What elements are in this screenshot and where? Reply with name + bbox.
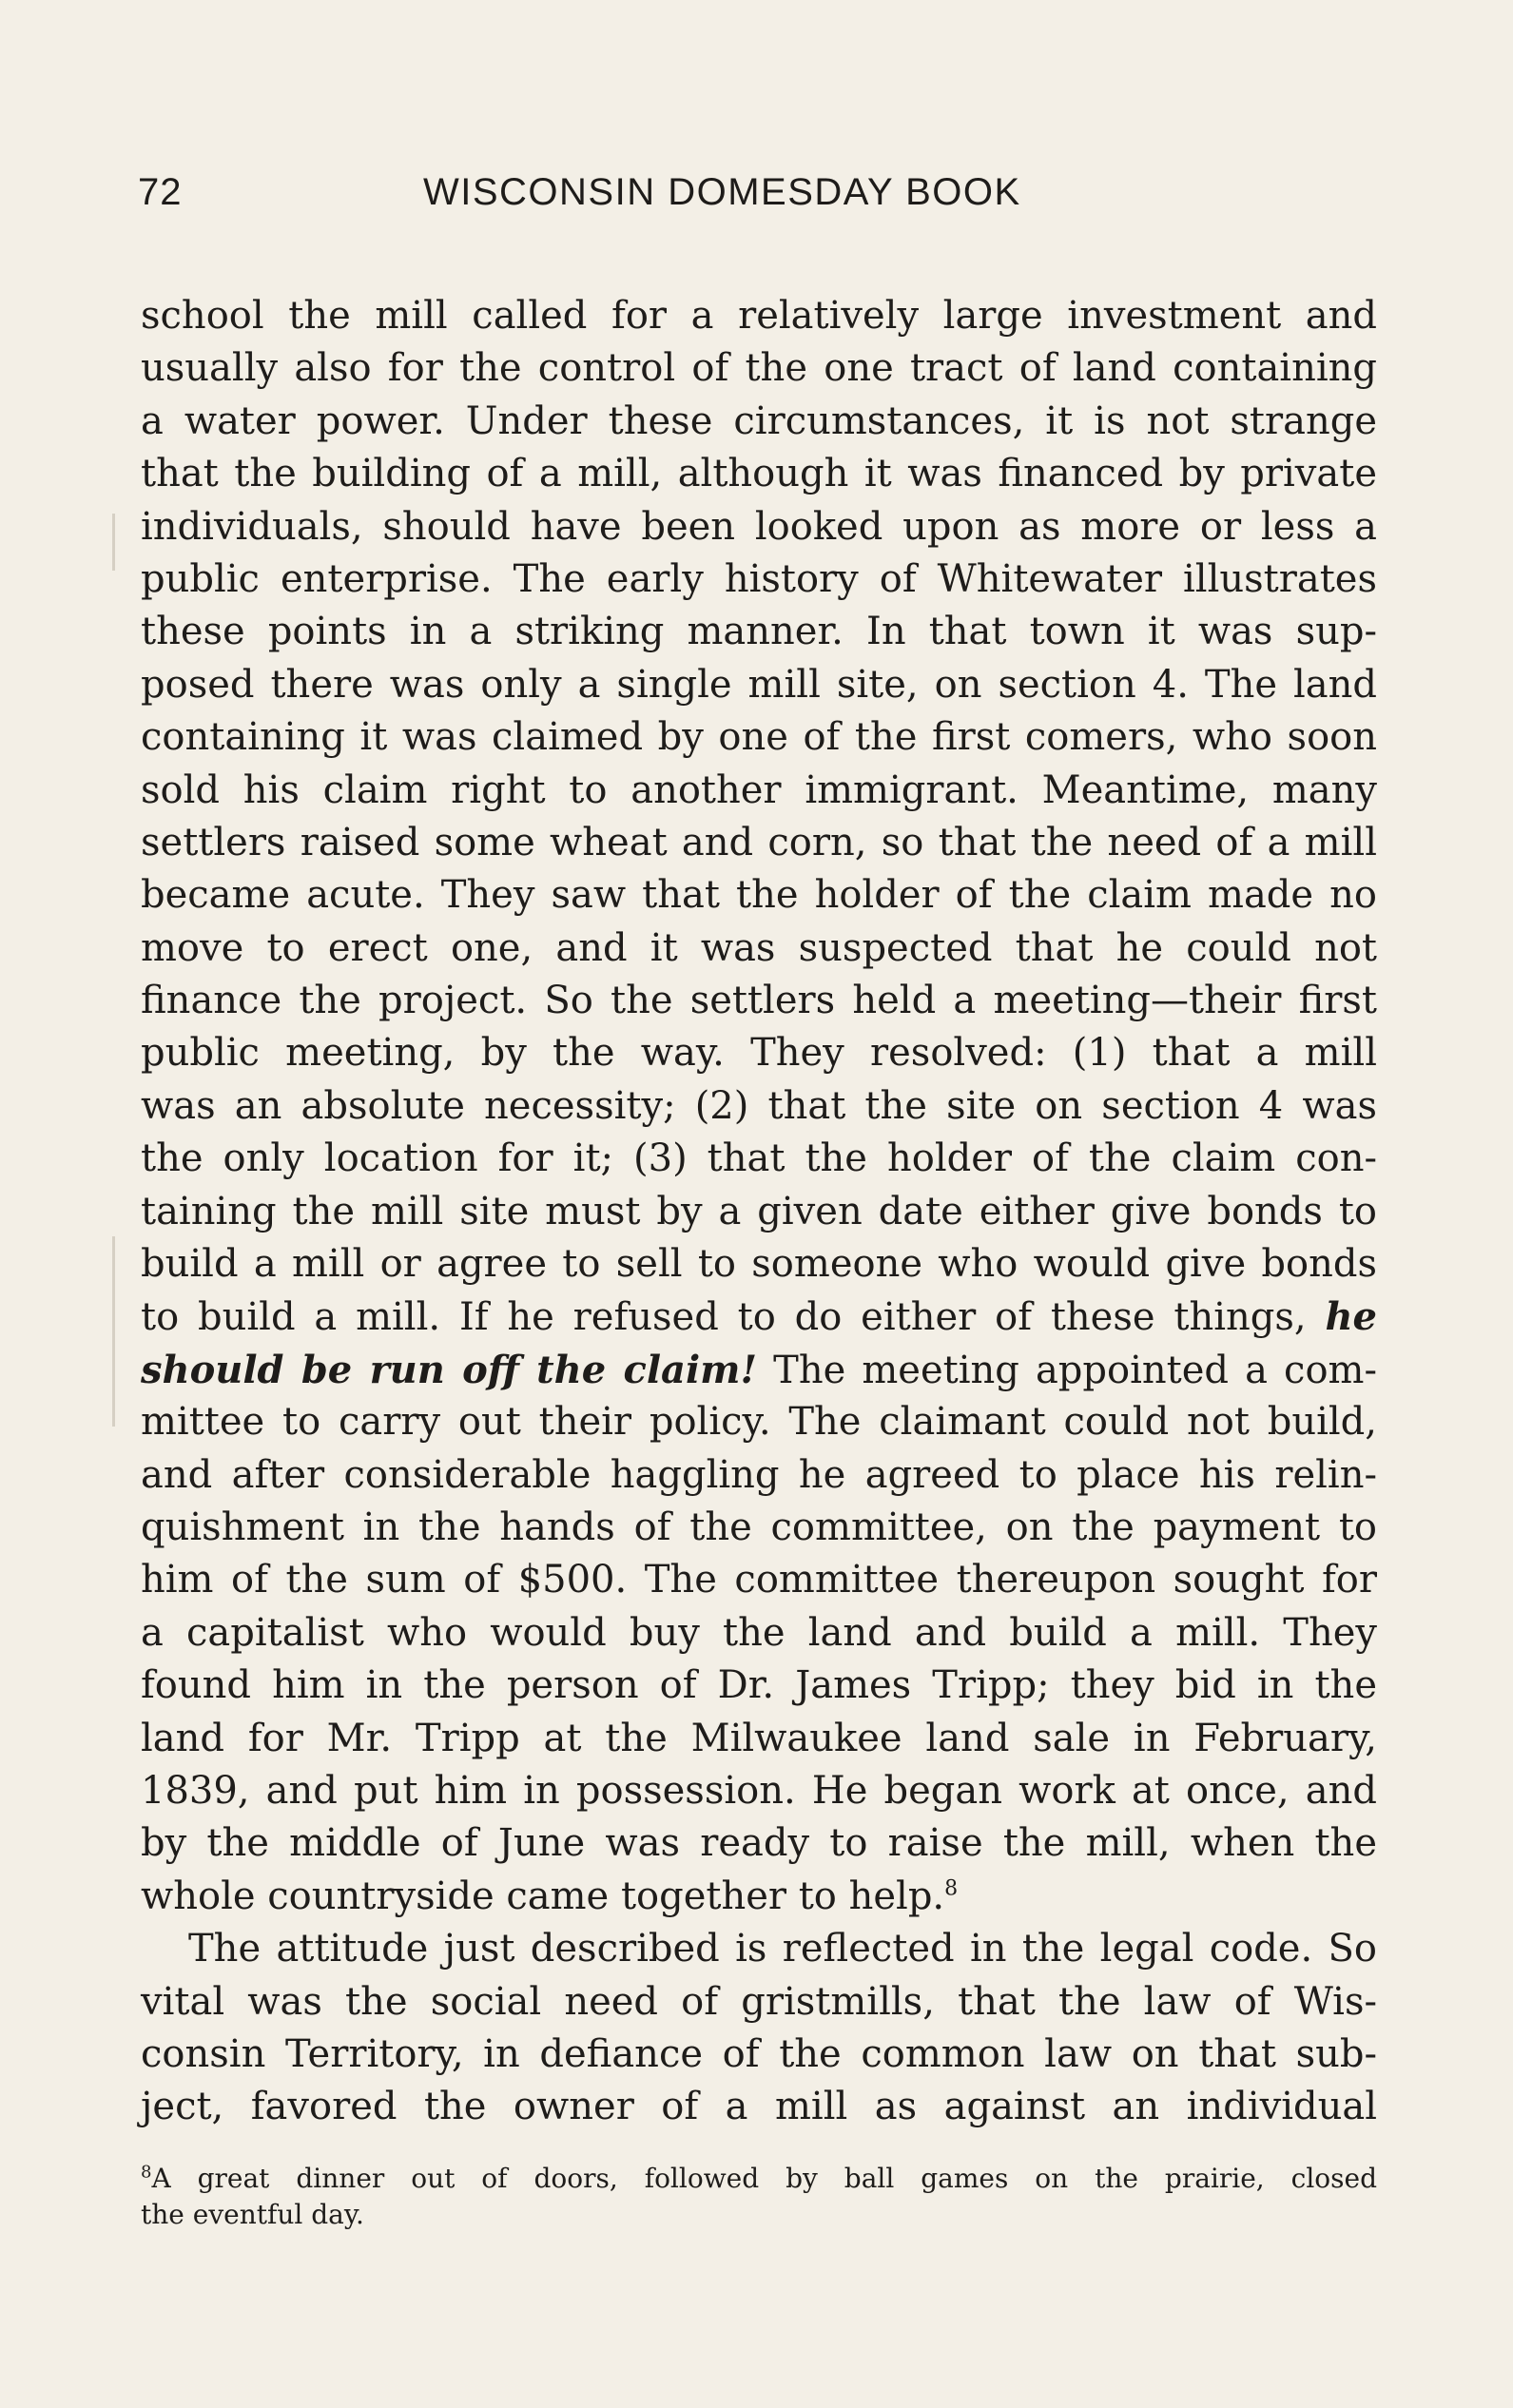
footnote	[141, 2161, 1377, 2233]
text-line: vital was the social need of gristmills, that the law of Wis-	[141, 1979, 1377, 2024]
text-line: 1839, and put him in possession. He began work at once, and	[141, 1768, 1377, 1813]
text-line: land for Mr. Tripp at the Milwaukee land sale in February,	[141, 1716, 1377, 1760]
text-line: that the building of a mill, although it was financed by private	[141, 452, 1377, 496]
text-line: build a mill or agree to sell to someone who would give bonds	[141, 1242, 1377, 1287]
margin-mark	[112, 514, 115, 571]
footnote-line	[141, 2161, 1377, 2197]
text-line: consin Territory, in defiance of the common law on that sub-	[141, 2031, 1377, 2076]
text-line: usually also for the control of the one tract of land containing	[141, 346, 1377, 391]
italic-text: he	[1325, 1294, 1377, 1340]
footnote-line: the eventful day.	[141, 2199, 364, 2230]
text-line: containing it was claimed by one of the first comers, who soon	[141, 715, 1377, 760]
text-line: the only location for it; (3) that the holder of the claim con-	[141, 1136, 1377, 1181]
text-line: finance the project. So the settlers held a meeting—their first	[141, 979, 1377, 1023]
text-line: a capitalist who would buy the land and build a mill. They	[141, 1610, 1377, 1655]
text-segment: The meeting appointed a com-	[757, 1348, 1377, 1392]
text-line: mittee to carry out their policy. The claimant could not build,	[141, 1400, 1377, 1445]
text-line: taining the mill site must by a given date either give bonds to	[141, 1189, 1377, 1233]
text-line: settlers raised some wheat and corn, so that the need of a mill	[141, 820, 1377, 864]
text-segment: whole countryside came together to help.	[141, 1874, 945, 1918]
text-line	[141, 1344, 1377, 1396]
text-line: public enterprise. The early history of Whitewater illustrates	[141, 556, 1377, 601]
text-line: individuals, should have been looked upon as more or less a	[141, 504, 1377, 549]
text-line	[141, 1291, 1377, 1343]
text-line: sold his claim right to another immigrant. Meantime, many	[141, 767, 1377, 812]
footnote-reference: 8	[944, 1876, 959, 1901]
italic-text: should be run off the claim!	[141, 1347, 758, 1392]
text-line: found him in the person of Dr. James Tripp; they bid in the	[141, 1663, 1377, 1708]
text-line: these points in a striking manner. In that town it was sup-	[141, 610, 1377, 654]
text-line: ject, favored the owner of a mill as against an individual	[141, 2085, 1377, 2129]
footnote-text: A great dinner out of doors, followed by ball games on the prairie, closed	[151, 2163, 1377, 2194]
book-title: WISCONSIN DOMESDAY BOOK	[423, 171, 1021, 213]
text-line: by the middle of June was ready to raise the mill, when the	[141, 1821, 1377, 1866]
running-head	[138, 171, 1374, 228]
margin-mark	[112, 1236, 115, 1427]
page-number: 72	[138, 171, 183, 213]
text-line: was an absolute necessity; (2) that the site on section 4 was	[141, 1083, 1377, 1128]
text-segment: to build a mill. If he refused to do either of these things,	[141, 1295, 1307, 1340]
footnote-marker: 8	[141, 2162, 152, 2183]
text-line: The attitude just described is reflected in the legal code. So	[188, 1927, 1377, 1971]
text-line: quishment in the hands of the committee, on the payment to	[141, 1505, 1377, 1549]
text-line: move to erect one, and it was suspected that he could not	[141, 925, 1377, 970]
text-line: and after considerable haggling he agreed to place his relin-	[141, 1452, 1377, 1497]
text-line	[141, 1871, 1377, 1923]
body-text	[141, 290, 1377, 2134]
text-line: a water power. Under these circumstances, it is not strange	[141, 398, 1377, 443]
text-line: posed there was only a single mill site, on section 4. The land	[141, 662, 1377, 707]
text-line: him of the sum of $500. The committee thereupon sought for	[141, 1558, 1377, 1602]
text-line: public meeting, by the way. They resolved: (1) that a mill	[141, 1031, 1377, 1076]
text-line: school the mill called for a relatively large investment and	[141, 294, 1377, 338]
text-line: became acute. They saw that the holder of the claim made no	[141, 873, 1377, 918]
